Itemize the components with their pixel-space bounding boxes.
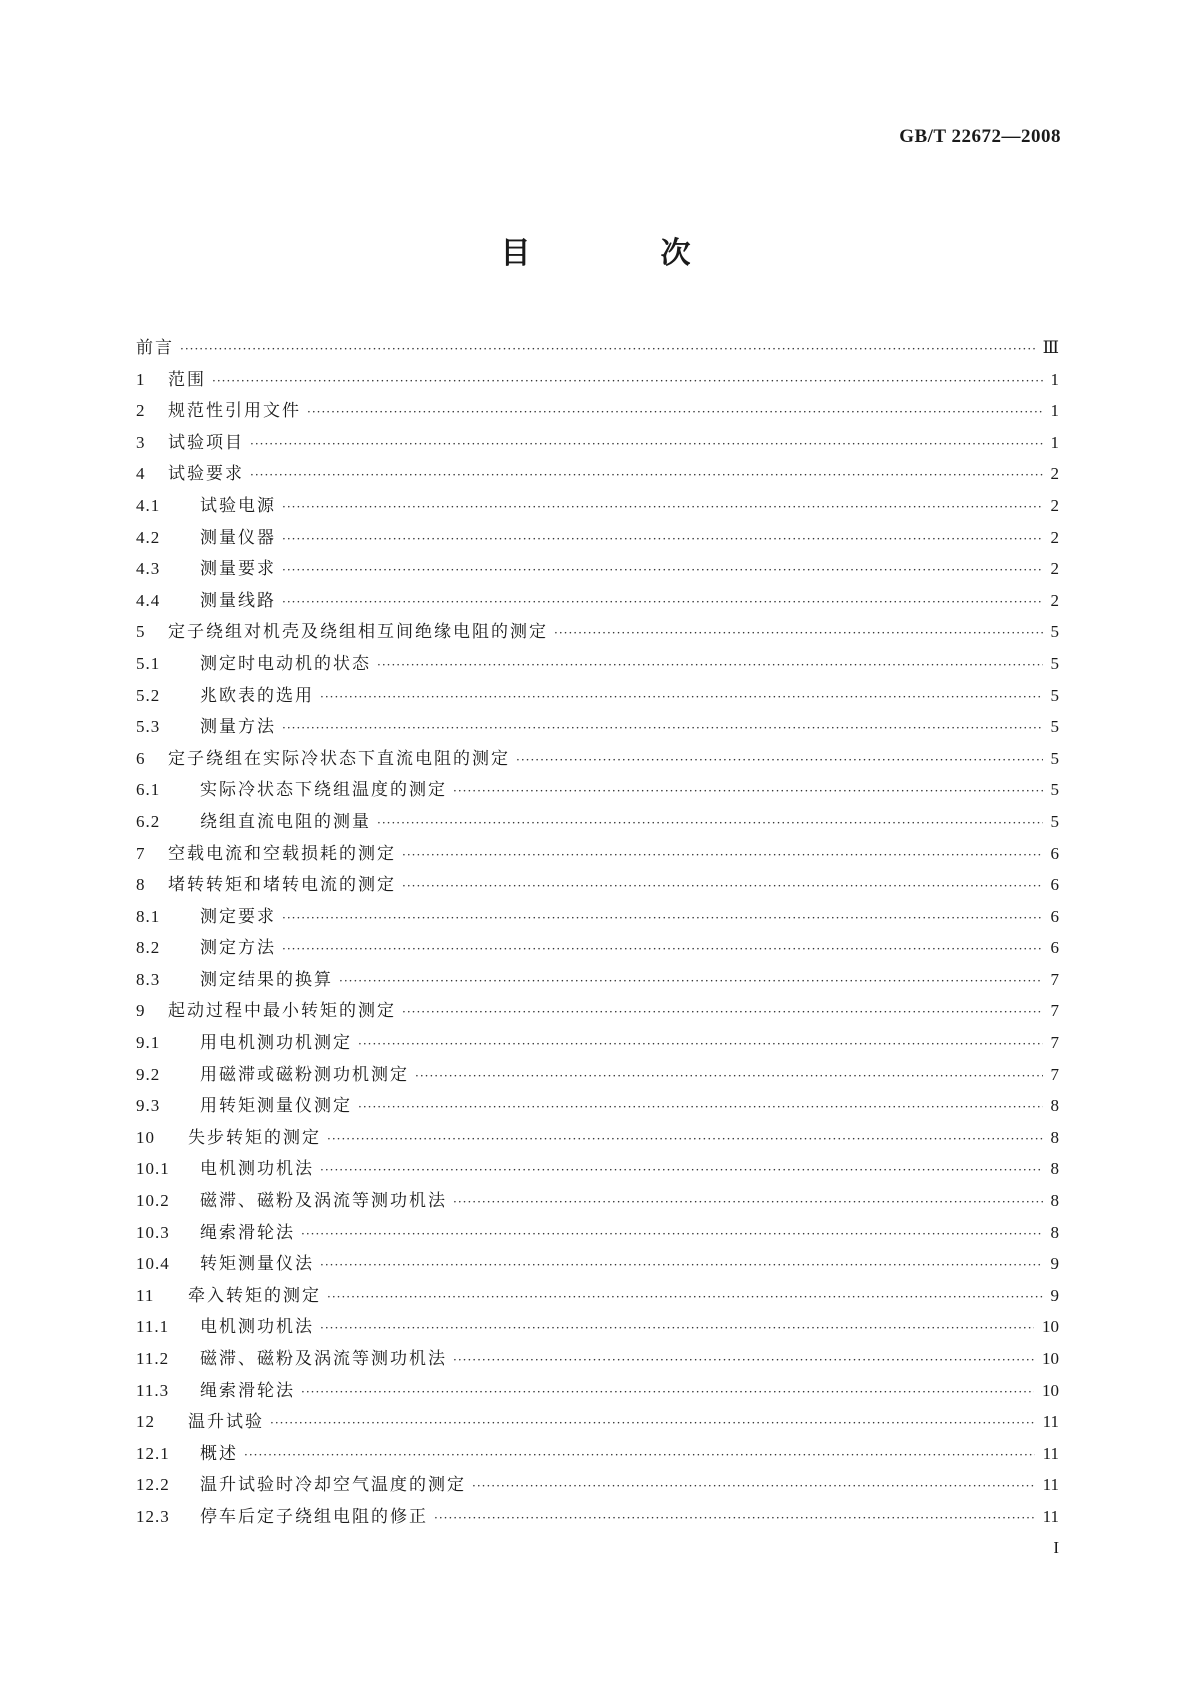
toc-entry-page: 11 <box>1042 1475 1059 1495</box>
dot-leader <box>358 1029 1043 1061</box>
toc-entry-number: 11.3 <box>136 1380 170 1400</box>
toc-entry-page: 7 <box>1050 969 1059 989</box>
toc-entry-page: 7 <box>1050 1064 1059 1084</box>
toc-entry-page: 6 <box>1050 843 1059 863</box>
toc-entry-page: 8 <box>1050 1191 1059 1211</box>
toc-entry-number: 9.1 <box>136 1033 161 1053</box>
dot-leader <box>320 682 1043 714</box>
toc-entry-page: Ⅲ <box>1042 338 1059 357</box>
toc-entry-page: 10 <box>1042 1349 1059 1368</box>
toc-entry-title: 绕组直流电阻的测量 <box>200 811 371 832</box>
toc-entry[interactable] <box>136 553 1059 585</box>
toc-entry-title: 测定要求 <box>200 906 276 927</box>
toc-entry-number: 10 <box>136 1127 155 1147</box>
toc-entry-title: 绳索滑轮法 <box>200 1222 295 1243</box>
toc-entry-page: 2 <box>1050 495 1059 515</box>
toc-entry-number: 6 <box>136 748 146 768</box>
toc-entry-page: 6 <box>1050 906 1059 926</box>
toc-entry-number: 6.2 <box>136 811 161 831</box>
standard-code: GB/T 22672—2008 <box>899 126 1061 147</box>
toc-entry-number: 2 <box>136 401 146 421</box>
toc-entry-title: 试验项目 <box>168 432 244 453</box>
toc-entry[interactable] <box>136 1122 1059 1154</box>
toc-entry[interactable] <box>136 1469 1059 1501</box>
page-title: 目 次 <box>500 236 741 271</box>
toc-entry-number: 12.2 <box>136 1475 170 1495</box>
toc-entry-page: 10 <box>1042 1317 1059 1337</box>
toc-entry-title: 测量方法 <box>200 717 276 738</box>
toc-entry[interactable] <box>136 869 1059 901</box>
dot-leader <box>377 650 1043 682</box>
dot-leader <box>320 1155 1043 1187</box>
dot-leader <box>307 397 1043 429</box>
toc-entry[interactable] <box>136 932 1059 964</box>
toc-entry-page: 1 <box>1050 432 1059 452</box>
toc-entry-number: 4.1 <box>136 495 161 515</box>
dot-leader <box>282 524 1043 556</box>
toc-entry-page: 8 <box>1050 1159 1059 1179</box>
toc-entry-title: 范围 <box>168 369 206 390</box>
toc-entry[interactable] <box>136 995 1059 1027</box>
dot-leader <box>270 1408 1035 1440</box>
toc-entry[interactable] <box>136 1217 1059 1249</box>
toc-entry-page: 2 <box>1050 527 1059 547</box>
toc-entry-title: 堵转转矩和堵转电流的测定 <box>168 875 396 896</box>
dot-leader <box>402 840 1043 872</box>
toc-entry[interactable] <box>136 522 1059 554</box>
toc-entry[interactable] <box>136 1343 1059 1375</box>
toc-entry-title: 测定方法 <box>200 938 276 959</box>
toc-entry-page: 8 <box>1050 1127 1059 1147</box>
toc-entry[interactable] <box>136 1406 1059 1438</box>
toc-entry[interactable] <box>136 585 1059 617</box>
dot-leader <box>320 1250 1043 1282</box>
dot-leader <box>434 1503 1035 1535</box>
toc-entry[interactable] <box>136 648 1059 680</box>
toc-entry-number: 10.1 <box>136 1159 170 1179</box>
toc-entry-number: 6.1 <box>136 780 161 800</box>
toc-entry-title: 磁滞、磁粉及涡流等测功机法 <box>200 1191 447 1212</box>
toc-entry-number: 12.1 <box>136 1443 170 1463</box>
toc-entry[interactable] <box>136 964 1059 996</box>
toc-entry-number: 8.2 <box>136 938 161 958</box>
toc-entry-page: 11 <box>1042 1443 1059 1463</box>
toc-entry-title: 测量要求 <box>200 559 276 580</box>
dot-leader <box>180 334 1035 366</box>
toc-entry-title: 温升试验 <box>188 1412 264 1433</box>
toc-entry-number: 8 <box>136 875 146 895</box>
toc-entry-title: 定子绕组在实际冷状态下直流电阻的测定 <box>168 748 510 769</box>
toc-entry-page: 1 <box>1050 369 1059 389</box>
toc-entry[interactable] <box>136 1090 1059 1122</box>
toc-entry-page: 9 <box>1050 1254 1059 1274</box>
dot-leader <box>453 1187 1043 1219</box>
toc-entry[interactable] <box>136 901 1059 933</box>
toc-entry[interactable] <box>136 680 1059 712</box>
toc-entry-number: 12.3 <box>136 1506 170 1526</box>
toc-entry-number: 10.2 <box>136 1191 170 1211</box>
toc-entry-number: 11 <box>136 1285 155 1305</box>
toc-entry-page: 7 <box>1050 1033 1059 1053</box>
dot-leader <box>301 1377 1034 1409</box>
dot-leader <box>282 555 1043 587</box>
toc-entry[interactable] <box>136 838 1059 870</box>
toc-entry-number: 7 <box>136 843 146 863</box>
toc-entry-number: 5.1 <box>136 653 161 673</box>
toc-entry-number: 9.2 <box>136 1064 161 1084</box>
toc-entry[interactable] <box>136 1185 1059 1217</box>
toc-entry-title: 测量仪器 <box>200 527 276 548</box>
toc-entry-page: 6 <box>1050 938 1059 958</box>
toc-entry-title: 空载电流和空载损耗的测定 <box>168 843 396 864</box>
toc-entry-page: 8 <box>1050 1096 1059 1116</box>
dot-leader <box>453 776 1043 808</box>
toc-entry-title: 用电机测功机测定 <box>200 1033 352 1054</box>
toc-entry-number: 5.2 <box>136 685 161 705</box>
dot-leader <box>282 587 1043 619</box>
toc-entry-page: 8 <box>1050 1222 1059 1242</box>
dot-leader <box>244 1440 1035 1472</box>
dot-leader <box>339 966 1043 998</box>
toc-entry-page: 10 <box>1042 1380 1059 1400</box>
toc-entry[interactable] <box>136 364 1059 396</box>
toc-entry-number: 5 <box>136 622 146 642</box>
toc-entry-title: 磁滞、磁粉及涡流等测功机法 <box>200 1349 447 1369</box>
toc-entry-title: 电机测功机法 <box>200 1159 314 1180</box>
toc-entry-title: 失步转矩的测定 <box>188 1127 321 1148</box>
dot-leader <box>554 618 1043 650</box>
dot-leader <box>320 1313 1034 1345</box>
toc-entry[interactable] <box>136 332 1059 364</box>
dot-leader <box>250 460 1043 492</box>
toc-entry[interactable] <box>136 1059 1059 1091</box>
toc-entry-number: 11.2 <box>136 1349 170 1368</box>
toc-entry-title: 用转矩测量仪测定 <box>200 1096 352 1117</box>
toc-entry-page: 5 <box>1050 811 1059 831</box>
toc-entry-page: 5 <box>1050 717 1059 737</box>
toc-entry[interactable] <box>136 1375 1059 1407</box>
toc-entry[interactable] <box>136 395 1059 427</box>
dot-leader <box>415 1061 1043 1093</box>
toc-entry-title: 兆欧表的选用 <box>200 685 314 706</box>
toc-entry-page: 11 <box>1042 1506 1059 1526</box>
toc-entry-page: 5 <box>1050 622 1059 642</box>
toc-entry[interactable] <box>136 490 1059 522</box>
dot-leader <box>472 1471 1035 1503</box>
toc-entry-title: 电机测功机法 <box>200 1317 314 1338</box>
dot-leader <box>327 1282 1043 1314</box>
toc-entry-page: 7 <box>1050 1001 1059 1021</box>
toc-entry[interactable] <box>136 458 1059 490</box>
toc-entry[interactable] <box>136 1027 1059 1059</box>
toc-entry-title: 用磁滞或磁粉测功机测定 <box>200 1064 409 1085</box>
toc-entry-number: 4.2 <box>136 527 161 547</box>
toc-entry-title: 定子绕组对机壳及绕组相互间绝缘电阻的测定 <box>168 622 548 643</box>
toc-entry-title: 概述 <box>200 1443 238 1464</box>
dot-leader <box>282 903 1043 935</box>
toc-entry-page: 11 <box>1042 1412 1059 1432</box>
toc-entry-page: 2 <box>1050 559 1059 579</box>
toc-entry-page: 2 <box>1050 464 1059 484</box>
toc-entry[interactable] <box>136 743 1059 775</box>
toc-entry-title: 测定结果的换算 <box>200 969 333 990</box>
toc-entry-title: 测定时电动机的状态 <box>200 653 371 674</box>
dot-leader <box>212 366 1043 398</box>
dot-leader <box>282 934 1043 966</box>
toc-entry-title: 牵入转矩的测定 <box>188 1285 321 1306</box>
dot-leader <box>282 713 1043 745</box>
dot-leader <box>402 871 1043 903</box>
toc-entry-title: 试验要求 <box>168 464 244 485</box>
toc-entry-title: 试验电源 <box>200 495 276 516</box>
table-of-contents <box>136 332 1059 1533</box>
toc-entry[interactable] <box>136 1153 1059 1185</box>
toc-entry[interactable] <box>136 1280 1059 1312</box>
toc-entry-number: 4.4 <box>136 590 161 610</box>
toc-entry-page: 6 <box>1050 875 1059 895</box>
toc-entry-page: 2 <box>1050 590 1059 610</box>
toc-entry-title: 起动过程中最小转矩的测定 <box>168 1001 396 1022</box>
toc-entry-number: 12 <box>136 1412 155 1432</box>
toc-entry[interactable] <box>136 1438 1059 1470</box>
toc-entry-title: 温升试验时冷却空气温度的测定 <box>200 1475 466 1496</box>
toc-entry-title: 规范性引用文件 <box>168 401 301 422</box>
toc-entry-title: 实际冷状态下绕组温度的测定 <box>200 780 447 801</box>
toc-entry-page: 5 <box>1050 748 1059 768</box>
toc-entry-number: 1 <box>136 369 146 389</box>
toc-entry-number: 5.3 <box>136 717 161 737</box>
toc-entry-number: 8.1 <box>136 906 161 926</box>
toc-entry[interactable] <box>136 774 1059 806</box>
dot-leader <box>516 745 1043 777</box>
toc-entry-page: 9 <box>1050 1285 1059 1305</box>
toc-entry-number: 3 <box>136 432 146 452</box>
toc-entry-page: 5 <box>1050 653 1059 673</box>
toc-entry-number: 4.3 <box>136 559 161 579</box>
toc-entry-number: 9.3 <box>136 1096 161 1116</box>
dot-leader <box>301 1219 1043 1251</box>
dot-leader <box>358 1092 1043 1124</box>
toc-entry-title: 停车后定子绕组电阻的修正 <box>200 1506 428 1527</box>
toc-entry-title: 测量线路 <box>200 590 276 611</box>
toc-entry-title: 转矩测量仪法 <box>200 1254 314 1275</box>
dot-leader <box>282 492 1043 524</box>
dot-leader <box>402 997 1043 1029</box>
toc-entry[interactable] <box>136 1311 1059 1343</box>
toc-entry[interactable] <box>136 806 1059 838</box>
dot-leader <box>453 1345 1034 1377</box>
toc-entry-title: 前言 <box>136 338 174 358</box>
toc-entry-number: 11.1 <box>136 1317 170 1337</box>
toc-entry-number: 9 <box>136 1001 146 1021</box>
toc-entry-number: 10.3 <box>136 1222 170 1242</box>
toc-entry[interactable] <box>136 711 1059 743</box>
dot-leader <box>250 429 1043 461</box>
dot-leader <box>327 1124 1043 1156</box>
toc-entry-number: 8.3 <box>136 969 161 989</box>
toc-entry-page: 1 <box>1050 401 1059 421</box>
toc-entry[interactable] <box>136 427 1059 459</box>
toc-entry-title: 绳索滑轮法 <box>200 1380 295 1401</box>
toc-entry-number: 4 <box>136 464 146 484</box>
toc-entry[interactable] <box>136 616 1059 648</box>
toc-entry-number: 10.4 <box>136 1254 170 1274</box>
toc-entry[interactable] <box>136 1248 1059 1280</box>
dot-leader <box>377 808 1043 840</box>
page-number: I <box>1053 1538 1059 1557</box>
toc-entry[interactable] <box>136 1501 1059 1533</box>
toc-entry-page: 5 <box>1050 780 1059 800</box>
toc-entry-page: 5 <box>1050 685 1059 705</box>
